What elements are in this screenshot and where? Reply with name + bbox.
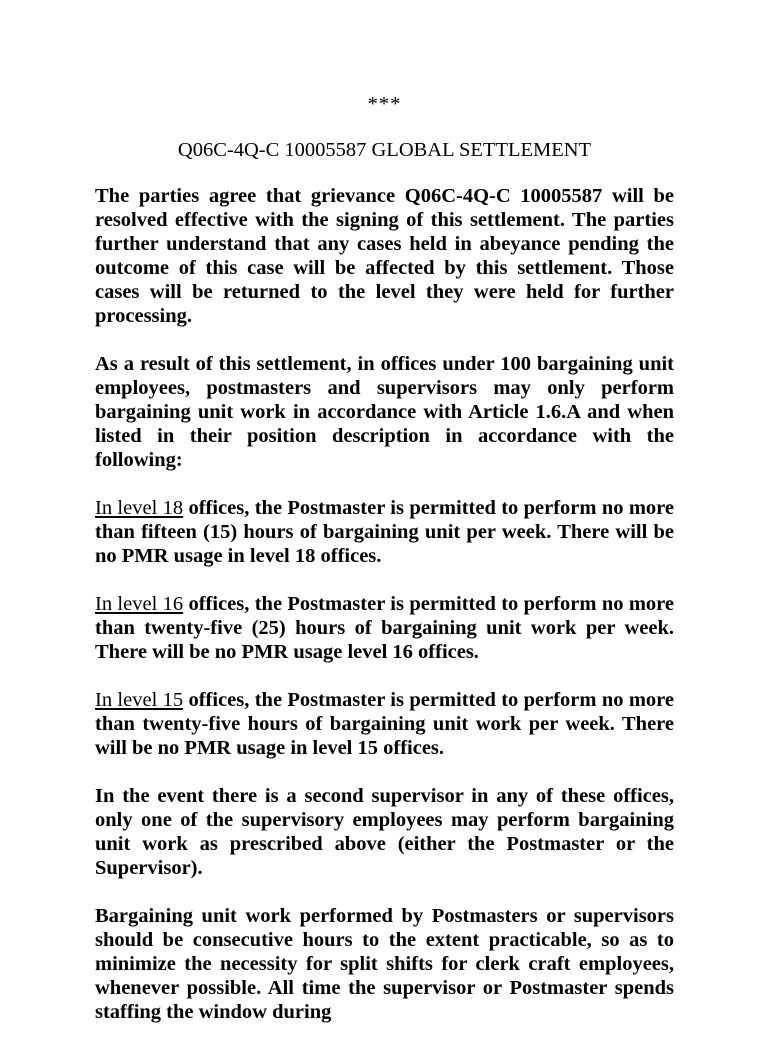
paragraph-level-15	[95, 688, 674, 760]
level-16-heading: In level 16	[95, 593, 184, 615]
paragraph-consecutive-hours: Bargaining unit work performed by Postmasters or supervisors should be consecutive hours to the extent practicable, so as to minimize the necessity for split shifts for clerk craft employees, whenever possible. All time the supervisor or Postmaster spends staffing the window during	[95, 905, 674, 1023]
document-title: Q06C-4Q-C 10005587 GLOBAL SETTLEMENT	[177, 139, 592, 161]
level-15-heading: In level 15	[95, 689, 184, 711]
level-15-text: offices, the Postmaster is permitted to perform no more than twenty-five hours of bargaining unit work per week. There will be no PMR usage in level 15 offices.	[95, 689, 674, 759]
paragraph-level-16	[95, 592, 674, 664]
paragraph-bargaining-work-rules: As a result of this settlement, in offices under 100 bargaining unit employees, postmasters and supervisors may only perform bargaining unit work in accordance with Article 1.6.A and when listed in their position description in accordance with the following:	[95, 353, 674, 471]
level-16-text: offices, the Postmaster is permitted to perform no more than twenty-five (25) hours of bargaining unit work per week. There will be no PMR usage level 16 offices.	[95, 593, 674, 663]
paragraph-settlement-effect: The parties agree that grievance Q06C-4Q-C 10005587 will be resolved effective with the signing of this settlement. The parties further understand that any cases held in abeyance pending the outcome of this case will be affected by this settlement. Those cases will be returned to the level they were held for further processing.	[95, 185, 674, 327]
document-page	[95, 92, 674, 1048]
level-18-text: offices, the Postmaster is permitted to perform no more than fifteen (15) hours of bargaining unit per week. There will be no PMR usage in level 18 offices.	[95, 497, 674, 567]
separator-stars: ***	[367, 93, 402, 115]
level-18-heading: In level 18	[95, 497, 184, 519]
paragraph-second-supervisor: In the event there is a second supervisor in any of these offices, only one of the supervisory employees may perform bargaining unit work as prescribed above (either the Postmaster or the Supervisor).	[95, 785, 674, 879]
paragraph-level-18	[95, 496, 674, 568]
